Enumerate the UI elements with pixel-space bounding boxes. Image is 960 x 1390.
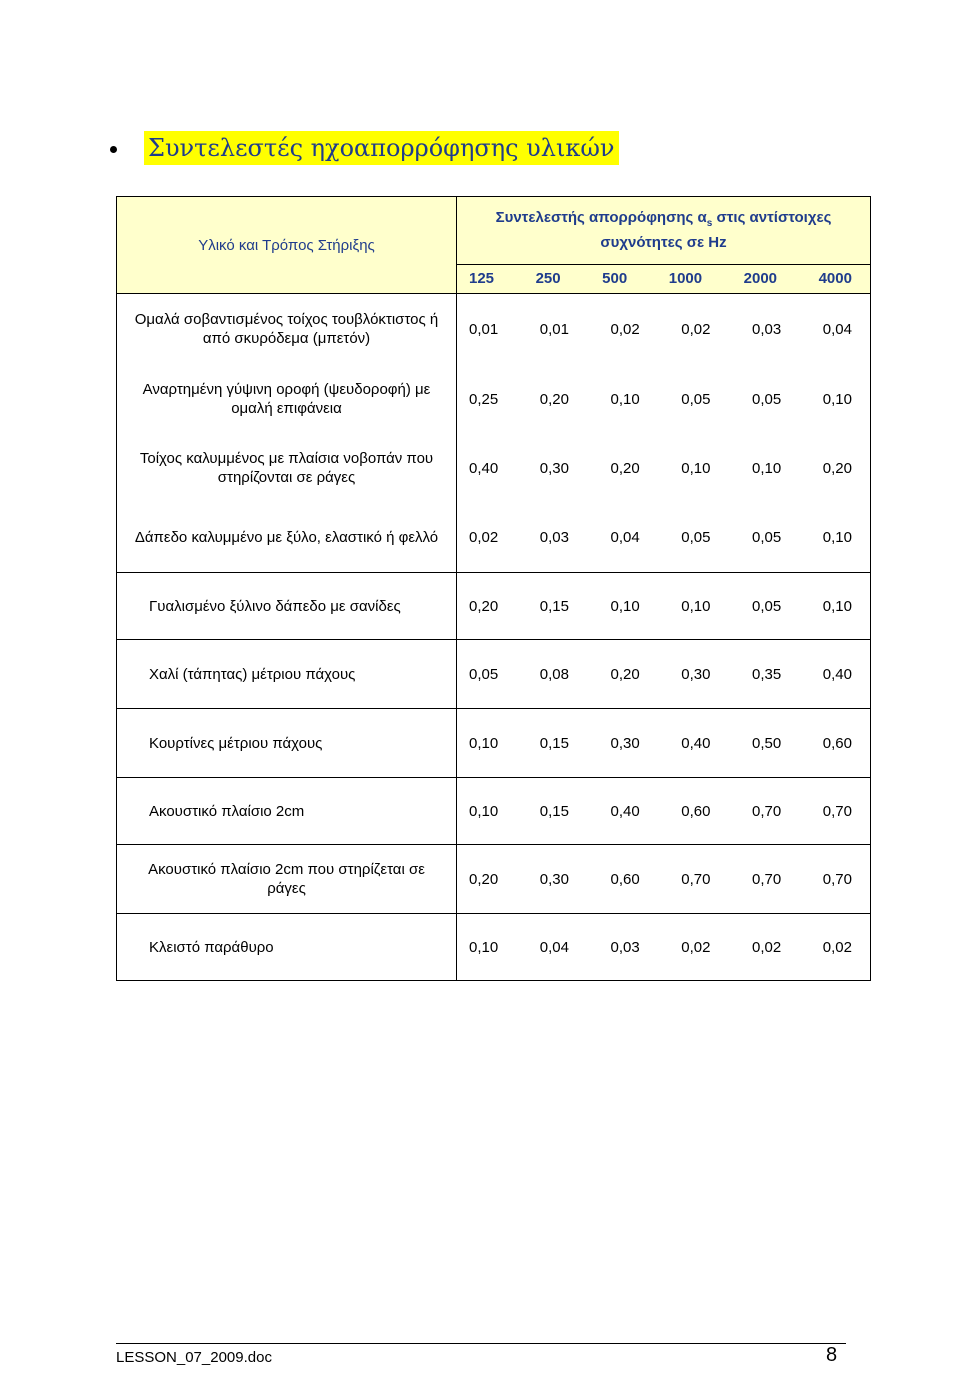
material-cell: Γυαλισμένο ξύλινο δάπεδο με σανίδες xyxy=(149,597,401,615)
heading-title: Συντελεστές ηχοαπορρόφησης υλικών xyxy=(144,131,619,165)
value-cell: 0,15 xyxy=(539,802,569,820)
value-cell: 0,03 xyxy=(752,320,782,338)
coefficient-header: Συντελεστής απορρόφησης $\alpha_s$ στις αντίστοιχες συχνότητες σε Hz xyxy=(457,197,871,265)
material-cell: Δάπεδο καλυμμένο με ξύλο, ελαστικό ή φελλό xyxy=(134,528,439,546)
value-cell: 0,30 xyxy=(539,870,569,888)
table-row xyxy=(117,502,871,573)
value-cell: 0,60 xyxy=(681,802,711,820)
frequency-label: 500 xyxy=(602,270,628,288)
table-row xyxy=(117,709,871,778)
value-cell: 0,25 xyxy=(469,390,499,408)
value-cell: 0,04 xyxy=(610,528,640,546)
value-cell: 0,08 xyxy=(539,665,569,683)
value-cell: 0,40 xyxy=(681,734,711,752)
value-cell: 0,70 xyxy=(752,870,782,888)
section-heading xyxy=(110,128,619,168)
footer-filename: LESSON_07_2009.doc xyxy=(116,1349,272,1366)
table-row xyxy=(117,294,871,365)
value-cell: 0,02 xyxy=(681,320,711,338)
table-row xyxy=(117,640,871,709)
value-cell: 0,50 xyxy=(752,734,782,752)
value-cell: 0,10 xyxy=(610,390,640,408)
value-cell: 0,40 xyxy=(610,802,640,820)
frequency-label: 250 xyxy=(535,270,561,288)
value-cell: 0,10 xyxy=(469,734,499,752)
value-cell: 0,04 xyxy=(539,938,569,956)
value-cell: 0,02 xyxy=(469,528,499,546)
table-row xyxy=(117,778,871,845)
value-cell: 0,03 xyxy=(610,938,640,956)
value-cell: 0,30 xyxy=(610,734,640,752)
value-cell: 0,10 xyxy=(822,390,852,408)
value-cell: 0,10 xyxy=(681,597,711,615)
value-cell: 0,10 xyxy=(681,459,711,477)
material-cell: Κλειστό παράθυρο xyxy=(149,938,274,956)
value-cell: 0,70 xyxy=(681,870,711,888)
value-cell: 0,30 xyxy=(539,459,569,477)
value-cell: 0,10 xyxy=(469,938,499,956)
frequency-label: 2000 xyxy=(743,270,778,288)
value-cell: 0,05 xyxy=(681,528,711,546)
value-cell: 0,20 xyxy=(610,665,640,683)
value-cell: 0,02 xyxy=(822,938,852,956)
value-cell: 0,05 xyxy=(469,665,499,683)
table-row xyxy=(117,573,871,640)
value-cell: 0,70 xyxy=(822,802,852,820)
value-cell: 0,60 xyxy=(610,870,640,888)
value-cell: 0,30 xyxy=(681,665,711,683)
value-cell: 0,70 xyxy=(822,870,852,888)
value-cell: 0,60 xyxy=(822,734,852,752)
bullet-icon xyxy=(110,146,117,153)
value-cell: 0,01 xyxy=(469,320,499,338)
value-cell: 0,20 xyxy=(469,870,499,888)
value-cell: 0,01 xyxy=(539,320,569,338)
value-cell: 0,20 xyxy=(469,597,499,615)
value-cell: 0,05 xyxy=(752,597,782,615)
value-cell: 0,15 xyxy=(539,597,569,615)
value-cell: 0,02 xyxy=(610,320,640,338)
footer-divider xyxy=(116,1343,846,1344)
value-cell: 0,70 xyxy=(752,802,782,820)
value-cell: 0,10 xyxy=(752,459,782,477)
value-cell: 0,02 xyxy=(681,938,711,956)
value-cell: 0,02 xyxy=(752,938,782,956)
material-cell: Χαλί (τάπητας) μέτριου πάχους xyxy=(149,665,356,683)
value-cell: 0,20 xyxy=(539,390,569,408)
value-cell: 0,05 xyxy=(752,528,782,546)
frequency-label: 1000 xyxy=(668,270,703,288)
absorption-coefficients-table xyxy=(116,196,871,981)
material-cell: Τοίχος καλυμμένος με πλαίσια νοβοπάν που στηρίζονται σε ράγες xyxy=(139,450,434,486)
table-row xyxy=(117,364,871,434)
table-row xyxy=(117,845,871,914)
value-cell: 0,40 xyxy=(469,459,499,477)
value-cell: 0,10 xyxy=(469,802,499,820)
value-cell: 0,10 xyxy=(822,597,852,615)
material-header: Υλικό και Τρόπος Στήριξης xyxy=(117,197,457,294)
material-cell: Κουρτίνες μέτριου πάχους xyxy=(149,734,323,752)
material-cell: Ακουστικό πλαίσιο 2cm που στηρίζεται σε ράγες xyxy=(148,861,425,897)
value-cell: 0,10 xyxy=(822,528,852,546)
table-row xyxy=(117,914,871,981)
value-cell: 0,04 xyxy=(822,320,852,338)
material-cell: Αναρτημένη γύψινη οροφή (ψευδοροφή) με ομαλή επιφάνεια xyxy=(142,381,431,417)
frequency-label: 4000 xyxy=(818,270,852,288)
value-cell: 0,20 xyxy=(610,459,640,477)
frequency-header-row xyxy=(457,264,871,293)
value-cell: 0,10 xyxy=(610,597,640,615)
material-cell: Ακουστικό πλαίσιο 2cm xyxy=(149,802,305,820)
value-cell: 0,05 xyxy=(681,390,711,408)
table-row xyxy=(117,434,871,502)
value-cell: 0,20 xyxy=(822,459,852,477)
value-cell: 0,15 xyxy=(539,734,569,752)
value-cell: 0,05 xyxy=(752,390,782,408)
frequency-label: 125 xyxy=(469,270,495,288)
material-cell: Ομαλά σοβαντισμένος τοίχος τουβλόκτιστος ή από σκυρόδεμα (μπετόν) xyxy=(134,311,439,347)
value-cell: 0,40 xyxy=(822,665,852,683)
value-cell: 0,35 xyxy=(752,665,782,683)
page-number: 8 xyxy=(826,1344,838,1366)
value-cell: 0,03 xyxy=(539,528,569,546)
